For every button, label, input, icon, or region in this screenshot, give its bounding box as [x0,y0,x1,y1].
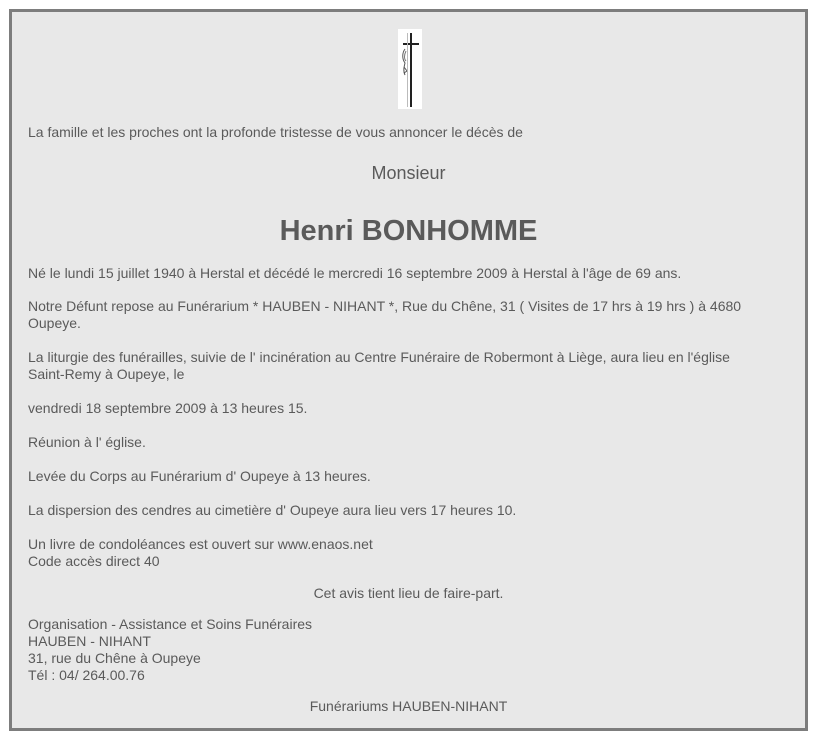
birth-death-text: Né le lundi 15 juillet 1940 à Herstal et décédé le mercredi 16 septembre 2009 à Herstal à l'âge de 69 ans. [28,265,682,281]
faire-part-text: Cet avis tient lieu de faire-part. [313,585,504,601]
cross-icon [398,29,422,109]
condolences-line-2: Code accès direct 40 [28,553,160,569]
deceased-name: Henri BONHOMME [279,215,538,247]
cross-emblem [398,29,422,109]
intro-text: La famille et les proches ont la profonde tristesse de vous annoncer le décès de [28,124,523,140]
condolences-line-1: Un livre de condoléances est ouvert sur www.enaos.net [28,536,373,552]
footer-signature: Funérariums HAUBEN-NIHANT [309,698,508,714]
salutation: Monsieur [371,163,446,183]
organisation-line-1: Organisation - Assistance et Soins Funéraires [28,616,313,632]
death-notice [9,9,808,731]
levee-text: Levée du Corps au Funérarium d' Oupeye à 13 heures. [28,468,371,484]
organisation-phone: Tél : 04/ 264.00.76 [28,667,145,683]
repose-line-2: Oupeye. [28,315,81,331]
organisation-line-3: 31, rue du Chêne à Oupeye [28,650,201,666]
liturgy-line-2: Saint-Remy à Oupeye, le [28,366,185,382]
organisation-line-2: HAUBEN - NIHANT [28,633,151,649]
ceremony-date: vendredi 18 septembre 2009 à 13 heures 15. [28,400,308,416]
repose-line-1: Notre Défunt repose au Funérarium * HAUBEN - NIHANT *, Rue du Chêne, 31 ( Visites de 17 hrs à 19 hrs ) à 4680 [28,298,742,314]
dispersion-text: La dispersion des cendres au cimetière d' Oupeye aura lieu vers 17 heures 10. [28,502,517,518]
meeting-text: Réunion à l' église. [28,434,146,450]
liturgy-line-1: La liturgie des funérailles, suivie de l' incinération au Centre Funéraire de Robermont à Liège, aura lieu en l'église [28,349,730,365]
